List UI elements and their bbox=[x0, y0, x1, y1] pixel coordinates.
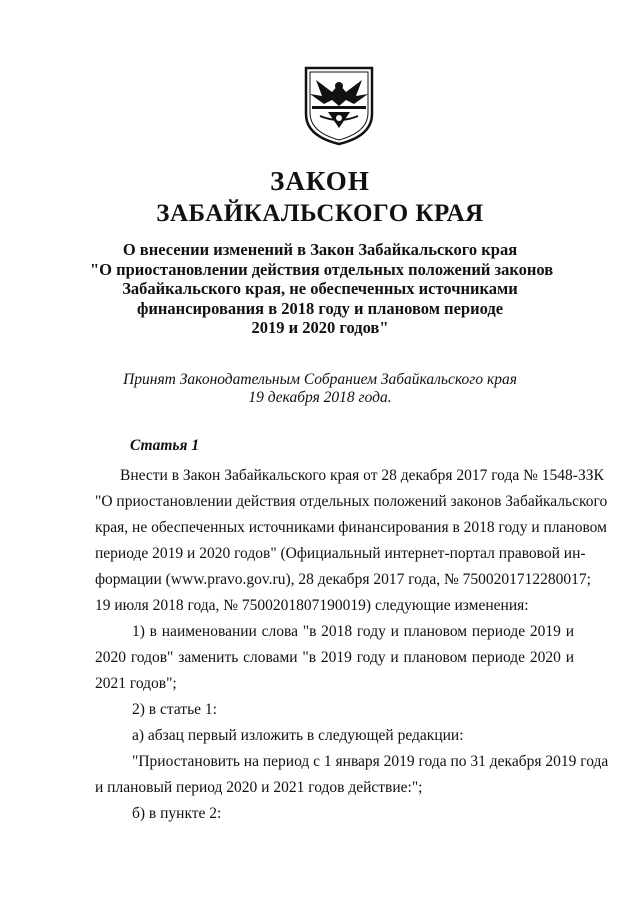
text-line: и плановый период 2020 и 2021 годов действие:"; bbox=[95, 779, 423, 796]
text-line: 2020 годов" заменить словами "в 2019 году и плановом периоде 2020 и bbox=[95, 649, 574, 666]
article-heading: Статья 1 bbox=[130, 437, 200, 454]
subtitle-line: О внесении изменений в Закон Забайкальского края bbox=[122, 240, 518, 259]
text-line: а) абзац первый изложить в следующей редакции: bbox=[132, 727, 464, 744]
subtitle-line: 2019 и 2020 годов" bbox=[251, 318, 389, 337]
text-line: 2) в статье 1: bbox=[132, 701, 217, 718]
subtitle-line: финансирования в 2018 году и плановом периоде bbox=[136, 298, 504, 318]
text-line: 1) в наименовании слова "в 2018 году и плановом периоде 2019 и bbox=[132, 623, 574, 640]
text-line: края, не обеспеченных источниками финансирования в 2018 году и плановом bbox=[95, 519, 607, 536]
subtitle-line: "О приостановлении действия отдельных положений законов bbox=[90, 259, 554, 279]
text-line: 2021 годов"; bbox=[95, 675, 177, 692]
adoption-note bbox=[0, 371, 640, 407]
text-line: "О приостановлении действия отдельных положений законов Забайкальского bbox=[95, 493, 608, 510]
law-subtitle bbox=[90, 240, 554, 338]
subtitle-line: Забайкальского края, не обеспеченных источниками bbox=[122, 279, 518, 298]
law-title: ЗАКОН bbox=[270, 166, 370, 196]
text-line: б) в пункте 2: bbox=[132, 805, 222, 822]
text-line: "Приостановить на период с 1 января 2019 года по 31 декабря 2019 года bbox=[132, 753, 609, 770]
text-line: 19 июля 2018 года, № 7500201807190019) следующие изменения: bbox=[95, 597, 529, 614]
text-line: Внести в Закон Забайкальского края от 28 декабря 2017 года № 1548-ЗЗК bbox=[120, 467, 604, 484]
region-title: ЗАБАЙКАЛЬСКОГО КРАЯ bbox=[156, 200, 484, 227]
text-line: периоде 2019 и 2020 годов" (Официальный интернет-портал правовой ин- bbox=[95, 545, 586, 562]
adoption-line: 19 декабря 2018 года. bbox=[248, 389, 392, 406]
coat-of-arms-icon bbox=[302, 66, 376, 146]
text-line: формации (www.pravo.gov.ru), 28 декабря 2017 года, № 7500201712280017; bbox=[95, 571, 591, 588]
adoption-line: Принят Законодательным Собранием Забайкальского края bbox=[123, 371, 517, 388]
